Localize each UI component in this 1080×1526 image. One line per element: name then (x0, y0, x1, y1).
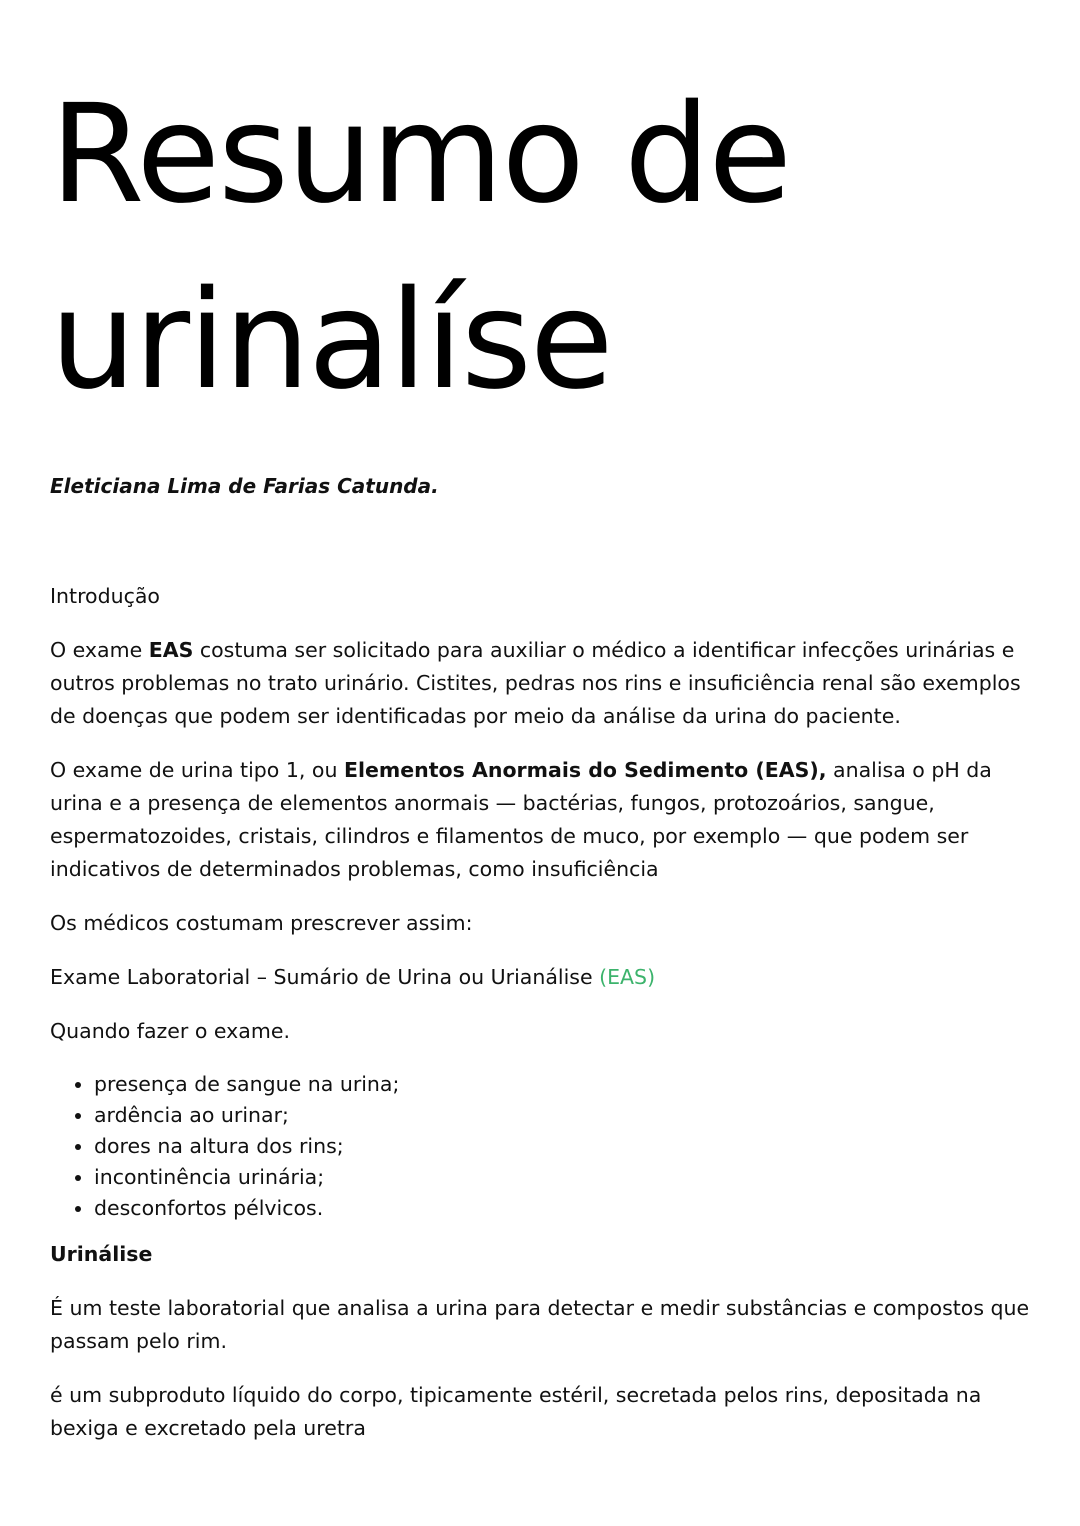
list-item: • incontinência urinária; (94, 1162, 1035, 1193)
paragraph-6: É um teste laboratorial que analisa a urina para detectar e medir substâncias e compostos que passam pelo rim. (50, 1296, 1030, 1353)
green-text: (EAS) (599, 965, 656, 989)
paragraph-4 (50, 961, 1035, 994)
title-line-1: Resumo de (50, 76, 791, 234)
text: analisa o pH da urina e a presença de elementos anormais — bactérias, fungos, protozoários, sangue, espermatozoides, cristais, cilindros e filamentos de muco, por exemplo — que podem ser indicativos de determinados problemas, como insuficiência (50, 758, 992, 881)
bold-text: EAS (148, 638, 194, 662)
text: O exame (50, 638, 149, 662)
bold-text: Elementos Anormais do Sedimento (EAS), (343, 758, 827, 782)
section-heading: Urinálise (50, 1242, 153, 1266)
text: costuma ser solicitado para auxiliar o médico a identificar infecções urinárias e outros problemas no trato urinário. Cistites, pedras nos rins e insuficiência renal são exemplos de doenças que podem ser identificadas por meio da análise da urina do paciente. (50, 638, 1021, 728)
list-item: • dores na altura dos rins; (94, 1131, 1035, 1162)
title-line-2: urinalíse (50, 262, 612, 420)
text: O exame de urina tipo 1, ou (50, 758, 344, 782)
paragraph-1 (50, 634, 1035, 733)
author: Eleticiana Lima de Farias Catunda. (50, 474, 439, 498)
paragraph-5: Quando fazer o exame. (50, 1019, 290, 1043)
text: Exame Laboratorial – Sumário de Urina ou Urianálise (50, 965, 600, 989)
document-title (50, 0, 1035, 434)
list-item: • desconfortos pélvicos. (94, 1193, 1035, 1224)
paragraph-3: Os médicos costumam prescrever assim: (50, 911, 473, 935)
symptom-list (50, 1069, 1035, 1224)
paragraph-2 (50, 754, 1035, 886)
intro-heading: Introdução (50, 584, 160, 608)
list-item: • presença de sangue na urina; (94, 1069, 1035, 1100)
paragraph-7: é um subproduto líquido do corpo, tipicamente estéril, secretada pelos rins, depositada na bexiga e excretado pela uretra (50, 1383, 982, 1440)
list-item: • ardência ao urinar; (94, 1100, 1035, 1131)
